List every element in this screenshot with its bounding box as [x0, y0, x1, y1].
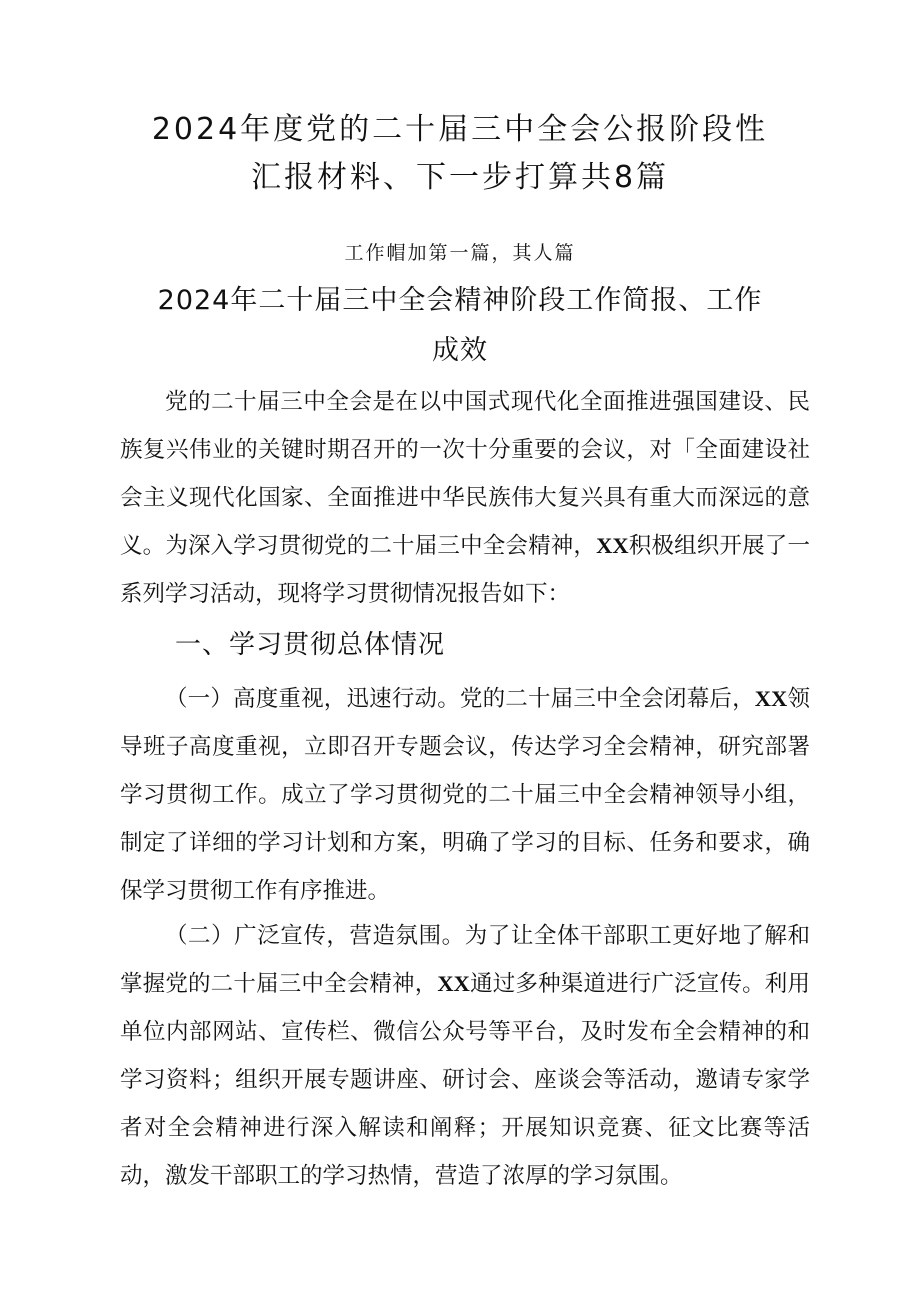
intro-paragraph: [120, 378, 810, 618]
document-title-line-1: 2024年度党的二十届三中全会公报阶段性: [151, 112, 769, 147]
unit-placeholder: XX: [596, 533, 629, 558]
document-subtitle: 工作帽加第一篇，其人篇: [344, 242, 576, 264]
intro-text-a: 党的二十届三中全会是在以中国式现代化全面推进强国建设、民族复兴伟业的关键时期召开的一次十分重要的会议，对「全面建设社会主义现代化国家、全面推进中华民族伟大复兴具有重大而深远的意义。为深入学习贯彻党的二十届三中全会精神，: [120, 389, 810, 559]
paragraph-2-text-a: （一）高度重视，迅速行动。党的二十届三中全会闭幕后，: [165, 686, 755, 712]
document-title-line-2: 汇报材料、下一步打算共8篇: [250, 160, 670, 195]
paragraph-3-text-b: 通过多种渠道进行广泛宣传。利用单位内部网站、宣传栏、微信公众号等平台，及时发布全会精神的和学习资料；组织开展专题讲座、研讨会、座谈会等活动，邀请专家学者对全会精神进行深入解读和阐释；开展知识竞赛、征文比赛等活动，激发干部职工的学习热情，营造了浓厚的学习氛围。: [120, 971, 810, 1189]
paragraph-publicity: [120, 912, 810, 1200]
article-heading-line-1: 2024年二十届三中全会精神阶段工作简报、工作: [157, 285, 763, 316]
intro-text-b: 积极组织开展了一系列学习活动，现将学习贯彻情况报告如下：: [120, 533, 810, 607]
unit-placeholder: XX: [754, 686, 788, 711]
paragraph-high-priority: [120, 675, 810, 915]
paragraph-3-text-a: （二）广泛宣传，营造氛围。为了让全体干部职工更好地了解和掌握党的二十届三中全会精神，: [120, 923, 810, 997]
article-heading-line-2: 成效: [432, 335, 488, 366]
section-heading-1: 一、学习贯彻总体情况: [175, 630, 446, 660]
unit-placeholder: XX: [437, 971, 470, 996]
paragraph-2-text-b: 领导班子高度重视，立即召开专题会议，传达学习全会精神，研究部署学习贯彻工作。成立了学习贯彻党的二十届三中全会精神领导小组，制定了详细的学习计划和方案，明确了学习的目标、任务和要求，确保学习贯彻工作有序推进。: [120, 686, 810, 904]
